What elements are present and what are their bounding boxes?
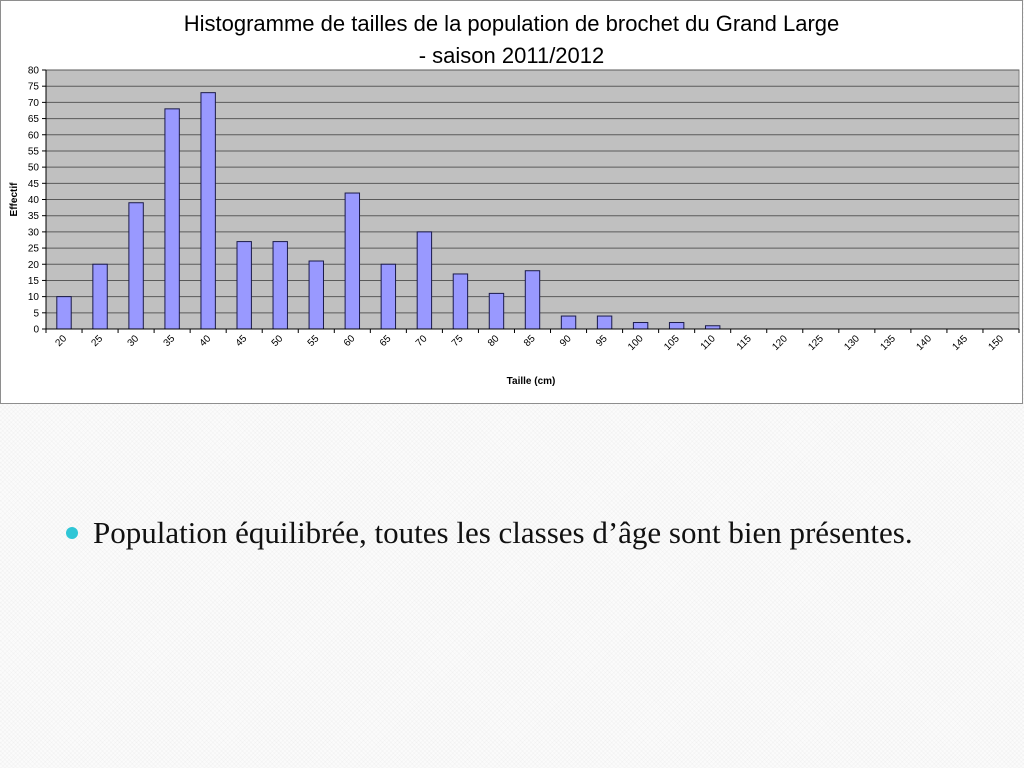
x-tick-label: 35 xyxy=(161,333,178,349)
x-tick-label: 90 xyxy=(558,333,574,349)
y-tick-label: 35 xyxy=(27,211,39,223)
y-tick-label: 5 xyxy=(33,308,39,320)
bar-70 xyxy=(417,232,431,329)
x-tick-label: 25 xyxy=(89,333,106,349)
x-tick-label: 60 xyxy=(341,333,358,349)
bar-105 xyxy=(669,323,683,329)
x-tick-label: 130 xyxy=(842,333,862,353)
bar-90 xyxy=(561,316,575,329)
x-tick-label: 100 xyxy=(626,333,646,353)
x-tick-label: 70 xyxy=(413,333,430,349)
bar-50 xyxy=(273,242,287,329)
x-tick-labels xyxy=(53,333,1006,353)
x-tick-label: 55 xyxy=(305,333,322,349)
y-tick-label: 0 xyxy=(33,324,39,336)
bullet-text: Population équilibrée, toutes les classes d’âge sont bien présentes. xyxy=(93,515,913,550)
x-tick-label: 110 xyxy=(698,333,718,353)
bar-55 xyxy=(309,261,323,329)
x-tick-label: 40 xyxy=(197,333,214,349)
bar-65 xyxy=(381,264,395,329)
x-tick-label: 85 xyxy=(521,333,538,349)
chart-title-line-1: Histogramme de tailles de la population de brochet du Grand Large xyxy=(183,11,840,36)
bar-35 xyxy=(165,109,179,329)
y-tick-label: 30 xyxy=(27,227,39,239)
y-tick-label: 40 xyxy=(27,195,39,206)
x-tick-label: 145 xyxy=(950,333,971,353)
y-tick-label: 25 xyxy=(27,243,39,255)
bar-40 xyxy=(201,93,215,329)
y-tick-label: 45 xyxy=(27,178,39,190)
y-tick-label: 10 xyxy=(27,292,39,304)
x-tick-label: 75 xyxy=(449,333,466,349)
x-axis-label: Taille (cm) xyxy=(506,376,556,387)
bar-45 xyxy=(237,242,251,329)
x-tick-label: 20 xyxy=(53,333,70,349)
bar-85 xyxy=(525,271,539,329)
y-tick-label: 70 xyxy=(27,97,39,109)
x-tick-label: 125 xyxy=(806,333,826,353)
y-tick-label: 50 xyxy=(27,162,39,174)
x-tick-label: 95 xyxy=(594,333,610,349)
x-tick-label: 150 xyxy=(986,333,1007,353)
x-tick-label: 30 xyxy=(125,333,142,349)
y-axis-label: Effectif xyxy=(9,182,20,217)
x-tick-label: 50 xyxy=(269,333,286,349)
y-tick-label: 75 xyxy=(27,81,39,93)
bullet-dot-icon xyxy=(66,527,78,539)
x-tick-label: 65 xyxy=(377,333,394,349)
bar-20 xyxy=(57,297,71,329)
y-tick-label: 55 xyxy=(27,146,39,158)
x-tick-label: 140 xyxy=(914,333,935,353)
x-tick-label: 120 xyxy=(770,333,790,353)
x-tick-label: 45 xyxy=(233,333,250,349)
y-tick-label: 80 xyxy=(27,65,39,77)
bar-75 xyxy=(453,274,467,329)
x-tick-label: 115 xyxy=(734,333,754,353)
x-tick-label: 135 xyxy=(878,333,898,353)
x-tick-label: 105 xyxy=(662,333,682,353)
bar-25 xyxy=(93,264,107,329)
bar-30 xyxy=(129,203,143,329)
y-tick-label: 60 xyxy=(27,130,39,142)
bullet-list xyxy=(66,512,966,554)
y-tick-label: 15 xyxy=(27,275,39,287)
x-tick-label: 80 xyxy=(485,333,502,349)
y-tick-label: 20 xyxy=(27,259,39,271)
chart-title-line-2: - saison 2011/2012 xyxy=(418,43,605,68)
histogram-chart xyxy=(1,1,1022,403)
y-tick-label: 65 xyxy=(27,114,39,126)
bar-100 xyxy=(633,323,647,329)
bar-60 xyxy=(345,193,359,329)
bar-80 xyxy=(489,293,503,329)
bar-95 xyxy=(597,316,611,329)
y-tick-labels xyxy=(28,66,46,336)
